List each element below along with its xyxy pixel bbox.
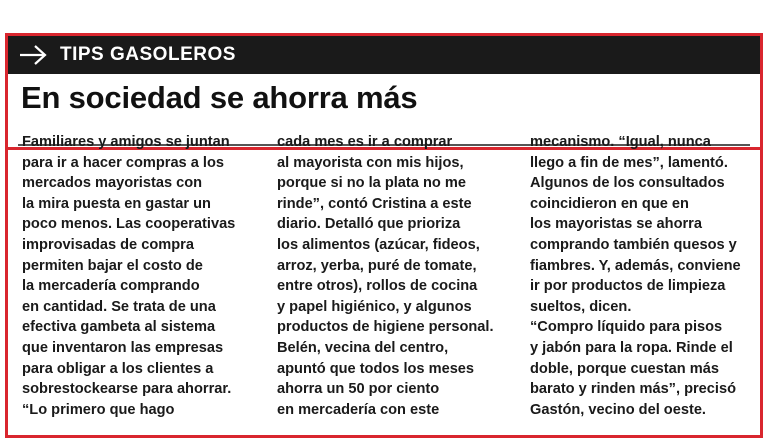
body-text-line: y jabón para la ropa. Rinde el bbox=[530, 339, 733, 356]
body-column-3 bbox=[530, 132, 741, 420]
body-text-line: arroz, yerba, puré de tomate, bbox=[277, 257, 477, 274]
body-text-line: diario. Detalló que prioriza bbox=[277, 216, 461, 233]
body-text-line: porque si no la plata no me bbox=[277, 175, 466, 192]
body-text-line: doble, porque cuestan más bbox=[530, 360, 719, 377]
body-text-line: sueltos, dicen. bbox=[530, 298, 632, 315]
body-text-line: la mira puesta en gastar un bbox=[22, 195, 211, 212]
body-text-line: que inventaron las empresas bbox=[22, 339, 224, 356]
headline: En sociedad se ahorra más bbox=[21, 80, 418, 115]
arrow-right-icon bbox=[18, 43, 48, 67]
body-text-line: los alimentos (azúcar, fideos, bbox=[277, 236, 480, 253]
body-text-line: en mercadería con este bbox=[277, 401, 440, 418]
body-text-line: improvisadas de compra bbox=[22, 236, 194, 253]
body-text-line: Familiares y amigos se juntan bbox=[22, 134, 230, 150]
body-text-line: permiten bajar el costo de bbox=[22, 257, 203, 274]
section-tag-bar bbox=[8, 36, 760, 74]
body-text-line: los mayoristas se ahorra bbox=[530, 216, 702, 233]
body-text-line: llego a fin de mes”, lamentó. bbox=[530, 154, 728, 171]
body-column-1 bbox=[22, 132, 235, 420]
body-text-line: ahorra un 50 por ciento bbox=[277, 381, 440, 398]
body-text-line: Gastón, vecino del oeste. bbox=[530, 401, 706, 418]
body-text-line: ir por productos de limpieza bbox=[530, 278, 726, 295]
body-text-line: coincidieron en que en bbox=[530, 195, 689, 212]
body-text-line: cada mes es ir a comprar bbox=[277, 134, 453, 150]
body-text-line: “Compro líquido para pisos bbox=[530, 319, 723, 336]
body-text-line: y papel higiénico, y algunos bbox=[277, 298, 472, 315]
body-text-line: fiambres. Y, además, conviene bbox=[530, 257, 741, 274]
body-text-line: efectiva gambeta al sistema bbox=[22, 319, 216, 336]
body-text-line: barato y rinden más”, precisó bbox=[530, 381, 737, 398]
body-text-line: al mayorista con mis hijos, bbox=[277, 154, 464, 171]
body-text-line: productos de higiene personal. bbox=[277, 319, 494, 336]
body-text-line: rinde”, contó Cristina a este bbox=[277, 195, 472, 212]
body-text-line: poco menos. Las cooperativas bbox=[22, 216, 236, 233]
body-text-line: Algunos de los consultados bbox=[530, 175, 725, 192]
body-text-line: “Lo primero que hago bbox=[22, 401, 175, 418]
body-text-line: para obligar a los clientes a bbox=[22, 360, 214, 377]
body-text-line: entre otros), rollos de cocina bbox=[277, 278, 478, 295]
body-text-line: apuntó que todos los meses bbox=[277, 360, 475, 377]
body-text-line: en cantidad. Se trata de una bbox=[22, 298, 216, 315]
section-tag: TIPS GASOLEROS bbox=[60, 44, 236, 65]
body-text-line: mercados mayoristas con bbox=[22, 175, 203, 192]
body-text-line: sobrestockearse para ahorrar. bbox=[22, 381, 232, 398]
body-text-line: mecanismo. “Igual, nunca bbox=[530, 134, 711, 150]
body-text-line: comprando también quesos y bbox=[530, 236, 737, 253]
body-text-line: Belén, vecina del centro, bbox=[277, 339, 449, 356]
body-text-line: para ir a hacer compras a los bbox=[22, 154, 224, 171]
body-text-line: la mercadería comprando bbox=[22, 278, 200, 295]
body-column-2 bbox=[277, 132, 494, 420]
